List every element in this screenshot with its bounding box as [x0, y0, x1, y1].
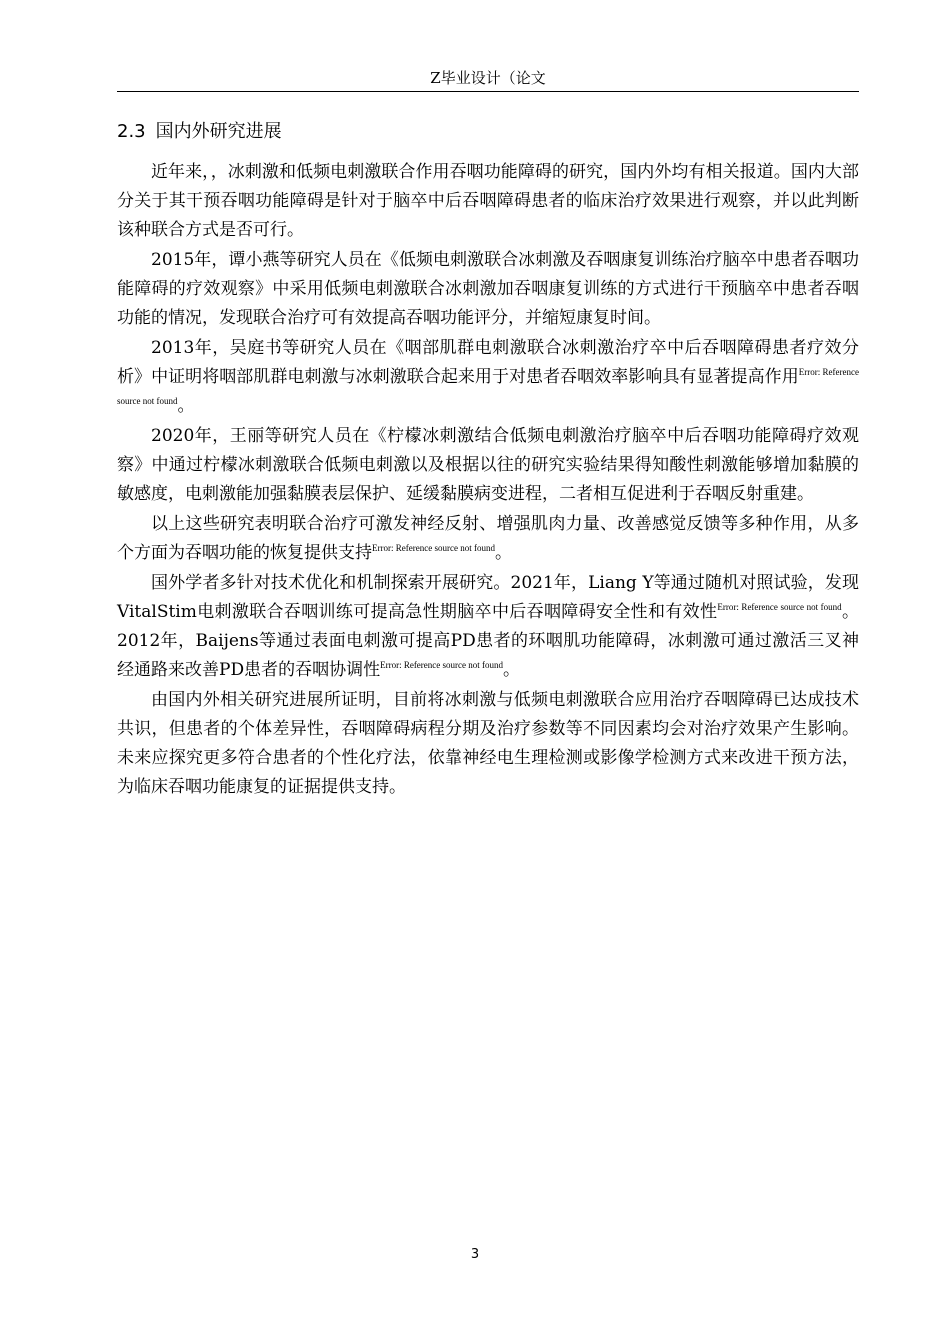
page-number: 3: [470, 1247, 480, 1262]
paragraph-1: 近年来，，冰刺激和低频电刺激联合作用吞咽功能障碍的研究，国内外均有相关报道。国内大部分关于其干预吞咽功能障碍是针对于脑卒中后吞咽障碍患者的临床治疗效果进行观察，并以此判断该种联合方式是否可行。: [117, 162, 859, 240]
section-number: 2.3: [117, 121, 146, 142]
header-rule: [117, 91, 859, 92]
paragraph-6-text-b: 。2012年，Baijens等通过表面电刺激可提高PD患者的环咽肌功能障碍，冰刺激可通过激活三叉神经通路来改善PD患者的吞咽协调性: [117, 602, 860, 680]
paragraph-6-text-a: 国外学者多针对技术优化和机制探索开展研究。2021年，Liang Y等通过随机对照试验，发现VitalStim电刺激联合吞咽训练可提高急性期脑卒中后吞咽障碍安全性和有效性: [117, 573, 859, 622]
section-title: 国内外研究进展: [155, 121, 282, 142]
paragraph-5: [117, 510, 859, 568]
paragraph-2: 2015年，谭小燕等研究人员在《低频电刺激联合冰刺激及吞咽康复训练治疗脑卒中患者吞咽功能障碍的疗效观察》中采用低频电刺激联合冰刺激加吞咽康复训练的方式进行干预脑卒中患者吞咽功能的情况，发现联合治疗可有效提高吞咽功能评分，并缩短康复时间。: [117, 250, 859, 328]
paragraph-4: 2020年，王丽等研究人员在《柠檬冰刺激结合低频电刺激治疗脑卒中后吞咽功能障碍疗效观察》中通过柠檬冰刺激联合低频电刺激以及根据以往的研究实验结果得知酸性刺激能够增加黏膜的敏感度，电刺激能加强黏膜表层保护、延缓黏膜病变进程，二者相互促进利于吞咽反射重建。: [117, 426, 859, 504]
reference-error: Error: Reference source not found: [117, 367, 860, 406]
reference-error: Error: Reference source not found: [372, 543, 495, 553]
paragraph-5-end: 。: [494, 543, 512, 563]
paragraph-3-end: 。: [177, 396, 195, 416]
reference-error: Error: Reference source not found: [717, 602, 842, 612]
paragraph-6: [117, 569, 859, 685]
page-header: Z毕业设计（论文: [430, 69, 546, 87]
paragraph-3-text: 2013年，吴庭书等研究人员在《咽部肌群电刺激联合冰刺激治疗卒中后吞咽障碍患者疗效分析》中证明将咽部肌群电刺激与冰刺激联合起来用于对患者吞咽效率影响具有显著提高作用: [117, 338, 859, 387]
body-text: [117, 158, 859, 803]
paragraph-5-text: 以上这些研究表明联合治疗可激发神经反射、增强肌肉力量、改善感觉反馈等多种作用，从多个方面为吞咽功能的恢复提供支持: [117, 514, 859, 563]
section-heading: [117, 120, 282, 144]
paragraph-7: 由国内外相关研究进展所证明，目前将冰刺激与低频电刺激联合应用治疗吞咽障碍已达成技术共识，但患者的个体差异性，吞咽障碍病程分期及治疗参数等不同因素均会对治疗效果产生影响。未来应探究更多符合患者的个性化疗法，依靠神经电生理检测或影像学检测方式来改进干预方法，为临床吞咽功能康复的证据提供支持。: [117, 690, 859, 797]
paragraph-6-end: 。: [503, 660, 521, 680]
reference-error: Error: Reference source not found: [380, 660, 504, 670]
paragraph-3: [117, 334, 859, 421]
